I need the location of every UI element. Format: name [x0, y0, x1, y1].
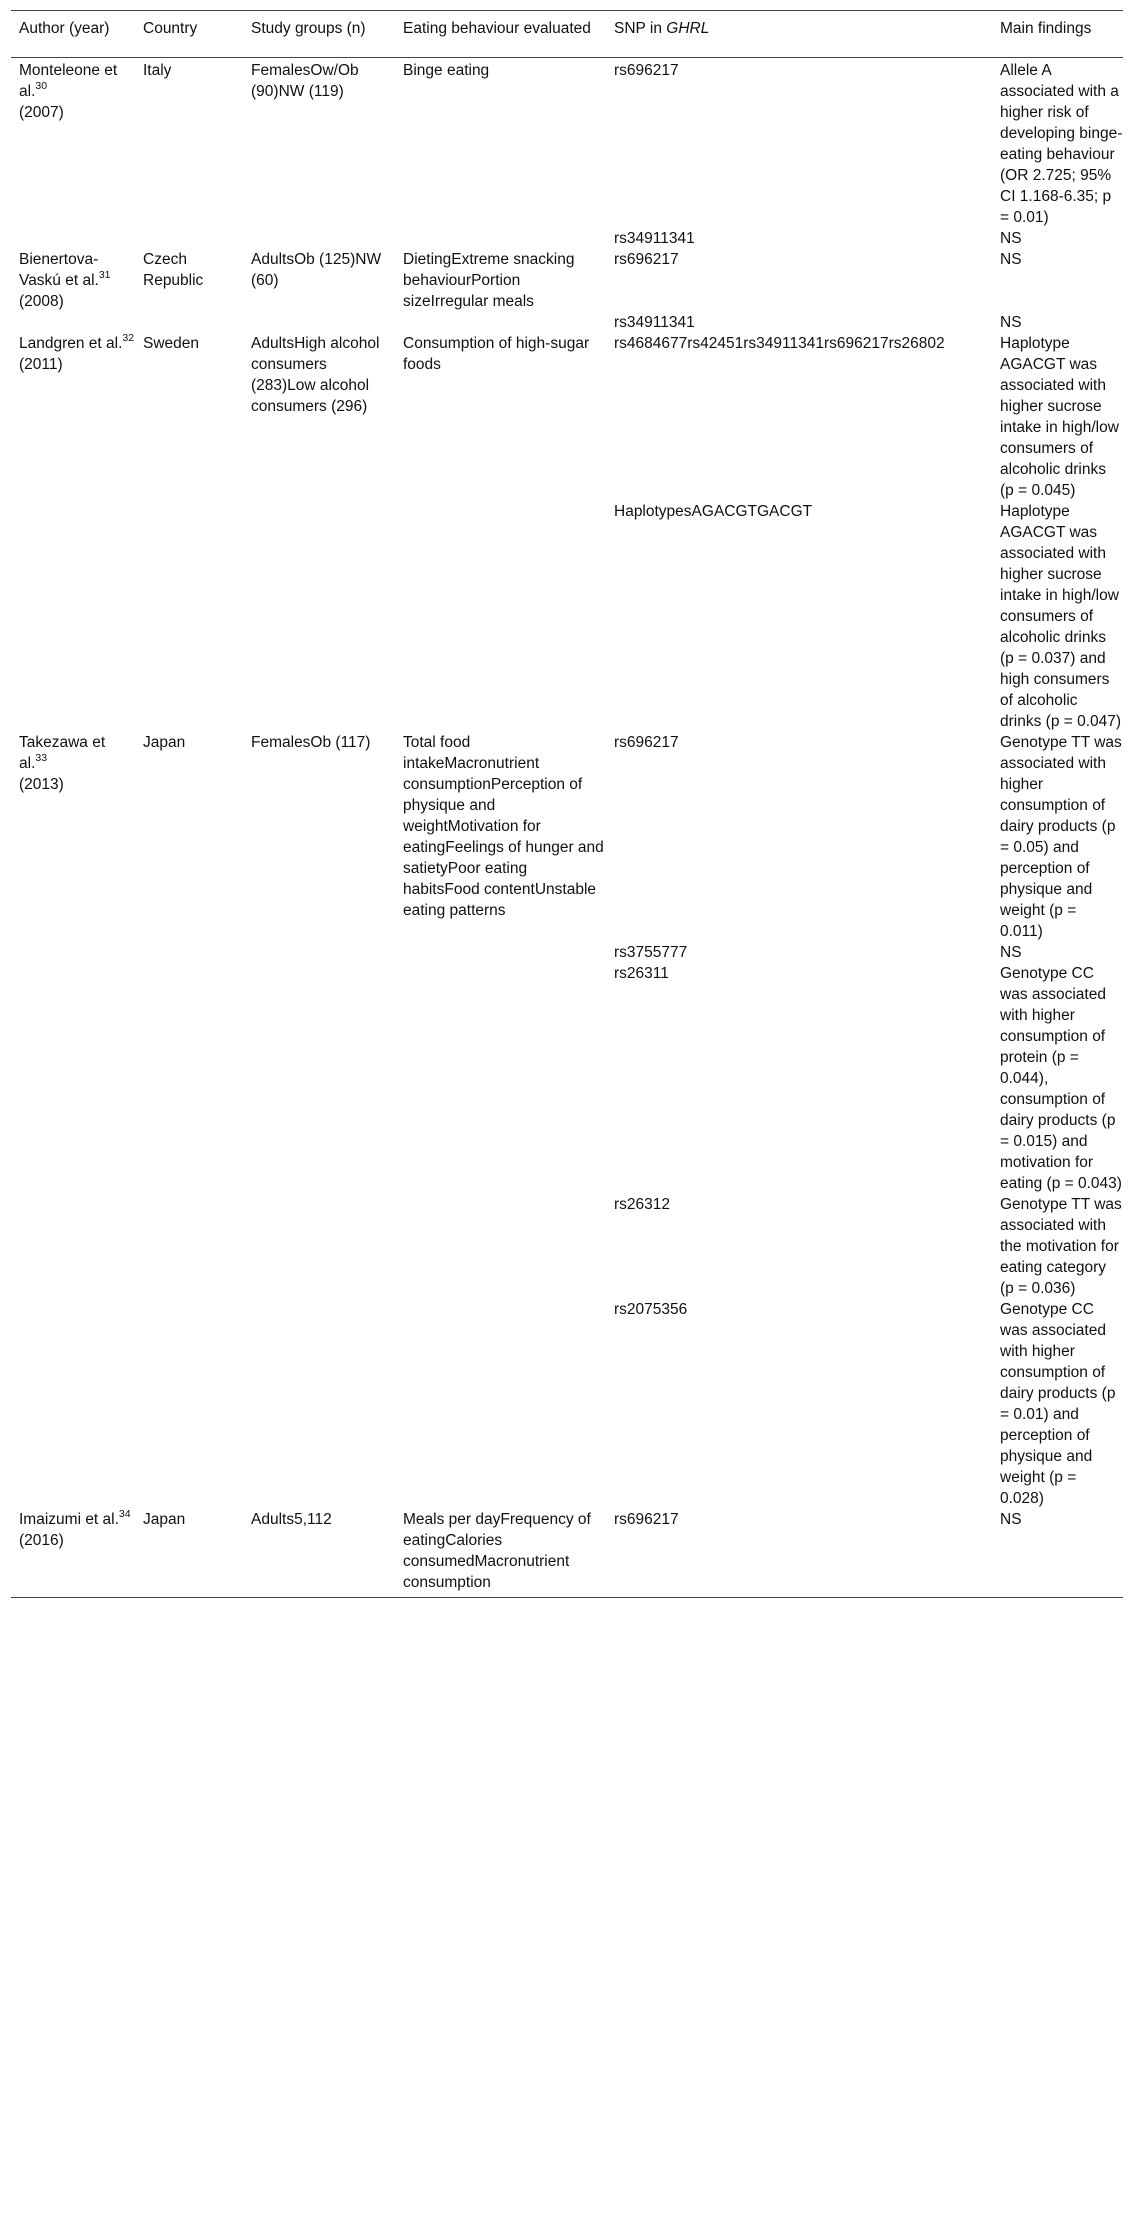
table-row	[11, 501, 1123, 732]
author-cell	[11, 732, 135, 942]
country-cell: Sweden	[143, 335, 200, 352]
study-table-container	[11, 10, 1123, 1598]
empty-cell	[395, 1194, 606, 1299]
empty-cell	[243, 942, 395, 963]
country-cell: Czech Republic	[143, 251, 204, 289]
empty-cell	[135, 501, 243, 732]
finding-cell: Allele A associated with a higher risk of developing binge-eating behaviour (OR 2.725; 95% CI 1.168-6.35; p = 0.01)	[1000, 62, 1123, 226]
author-cell	[11, 58, 135, 229]
eating-behaviour-cell: Total food intakeMacronutrient consumptionPerception of physique and weightMotivation for eatingFeelings of hunger and satietyPoor eating habitsFood contentUnstable eating patterns	[403, 734, 604, 919]
snp-cell: rs34911341	[614, 230, 695, 247]
empty-cell	[243, 312, 395, 333]
snp-cell: rs3755777	[614, 944, 688, 961]
snp-cell: HaplotypesAGACGTGACGT	[614, 503, 813, 520]
reference-number: 30	[35, 79, 48, 92]
empty-cell	[11, 501, 135, 732]
finding-cell: Genotype CC was associated with higher consumption of dairy products (p = 0.01) and perception of physique and weight (p = 0.028)	[1000, 1301, 1116, 1507]
study-groups-cell: AdultsOb (125)NW (60)	[251, 251, 382, 289]
finding-cell: NS	[1000, 230, 1022, 247]
empty-cell	[135, 963, 243, 1194]
study-year: (2008)	[19, 293, 64, 310]
finding-cell: NS	[992, 1509, 1123, 1598]
study-groups-cell: FemalesOb (117)	[251, 734, 371, 751]
snp-cell: rs696217	[614, 251, 679, 268]
empty-cell	[11, 942, 135, 963]
snp-cell: rs2075356	[614, 1301, 688, 1318]
country-cell: Japan	[135, 1509, 243, 1598]
empty-cell	[11, 963, 135, 1194]
finding-cell: Genotype CC was associated with higher consumption of protein (p = 0.044), consumption of dairy products (p = 0.015) and motivation for eating (p = 0.043)	[1000, 965, 1122, 1192]
empty-cell	[395, 228, 606, 249]
study-year: (2013)	[19, 776, 64, 793]
eating-behaviour-cell: Binge eating	[403, 62, 490, 79]
author-name: Bienertova-Vaskú et al.	[19, 251, 99, 289]
author-cell	[11, 249, 135, 312]
empty-cell	[135, 312, 243, 333]
eating-behaviour-cell: Meals per dayFrequency of eatingCalories consumedMacronutrient consumption	[395, 1509, 606, 1598]
snp-cell: rs26311	[614, 965, 669, 982]
study-year: (2011)	[19, 356, 63, 373]
finding-cell: Genotype TT was associated with the motivation for eating category (p = 0.036)	[1000, 1196, 1122, 1297]
author-cell	[11, 333, 135, 501]
table-body	[11, 58, 1123, 1598]
reference-number: 32	[122, 331, 135, 344]
snp-cell: rs696217	[614, 734, 679, 751]
table-row	[11, 333, 1123, 501]
empty-cell	[11, 1194, 135, 1299]
table-row	[11, 58, 1123, 229]
table-row	[11, 732, 1123, 942]
author-name: Monteleone et al.	[19, 62, 118, 100]
author-name: Imaizumi et al.	[19, 1511, 119, 1528]
snp-cell: rs26312	[614, 1196, 671, 1213]
empty-cell	[243, 501, 395, 732]
empty-cell	[135, 1299, 243, 1509]
finding-cell: NS	[1000, 944, 1022, 961]
table-row	[11, 1194, 1123, 1299]
ghrl-snp-study-table	[11, 10, 1123, 1598]
header-country: Country	[135, 11, 243, 58]
eating-behaviour-cell: DietingExtreme snacking behaviourPortion sizeIrregular meals	[403, 251, 575, 310]
table-header-row	[11, 11, 1123, 58]
study-groups-cell: AdultsHigh alcohol consumers (283)Low alcohol consumers (296)	[251, 335, 380, 415]
author-name: Landgren et al.	[19, 335, 123, 352]
author-name: Takezawa et al.	[19, 734, 106, 772]
empty-cell	[11, 1299, 135, 1509]
reference-number: 33	[35, 751, 48, 764]
snp-cell: rs696217	[614, 62, 679, 79]
eating-behaviour-cell: Consumption of high-sugar foods	[403, 335, 590, 373]
finding-cell: NS	[1000, 314, 1022, 331]
snp-cell: rs34911341	[614, 314, 695, 331]
study-year: (2007)	[19, 104, 64, 121]
study-groups-cell: FemalesOw/Ob (90)NW (119)	[251, 62, 359, 100]
empty-cell	[243, 228, 395, 249]
empty-cell	[243, 1299, 395, 1509]
empty-cell	[243, 963, 395, 1194]
empty-cell	[135, 942, 243, 963]
snp-cell: rs696217	[606, 1509, 992, 1598]
empty-cell	[243, 1194, 395, 1299]
table-row	[11, 312, 1123, 333]
reference-number: 34	[118, 1507, 131, 1520]
table-row	[11, 228, 1123, 249]
empty-cell	[395, 501, 606, 732]
finding-cell: Haplotype AGACGT was associated with higher sucrose intake in high/low consumers of alcoholic drinks (p = 0.037) and high consumers of alcoholic drinks (p = 0.047)	[1000, 503, 1122, 730]
table-row	[11, 963, 1123, 1194]
table-row	[11, 942, 1123, 963]
table-row	[11, 1509, 1123, 1598]
snp-cell: rs4684677rs42451rs34911341rs696217rs26802	[614, 335, 945, 352]
empty-cell	[11, 228, 135, 249]
study-year: (2016)	[19, 1532, 64, 1549]
table-row	[11, 1299, 1123, 1509]
author-cell	[11, 1509, 135, 1598]
table-row	[11, 249, 1123, 312]
finding-cell: Genotype TT was associated with higher consumption of dairy products (p = 0.05) and perception of physique and weight (p = 0.011)	[1000, 734, 1122, 940]
empty-cell	[11, 312, 135, 333]
empty-cell	[395, 1299, 606, 1509]
header-snp: SNP in GHRL	[606, 11, 992, 58]
empty-cell	[395, 942, 606, 963]
finding-cell: Haplotype AGACGT was associated with higher sucrose intake in high/low consumers of alcoholic drinks (p = 0.045)	[1000, 335, 1119, 499]
empty-cell	[395, 963, 606, 1194]
header-findings: Main findings	[992, 11, 1123, 58]
header-behaviour: Eating behaviour evaluated	[395, 11, 606, 58]
reference-number: 31	[98, 268, 111, 281]
header-groups: Study groups (n)	[243, 11, 395, 58]
empty-cell	[135, 228, 243, 249]
header-author: Author (year)	[11, 11, 135, 58]
study-groups-cell: Adults5,112	[243, 1509, 395, 1598]
empty-cell	[395, 312, 606, 333]
empty-cell	[135, 1194, 243, 1299]
finding-cell: NS	[1000, 251, 1022, 268]
country-cell: Japan	[143, 734, 186, 751]
country-cell: Italy	[143, 62, 172, 79]
